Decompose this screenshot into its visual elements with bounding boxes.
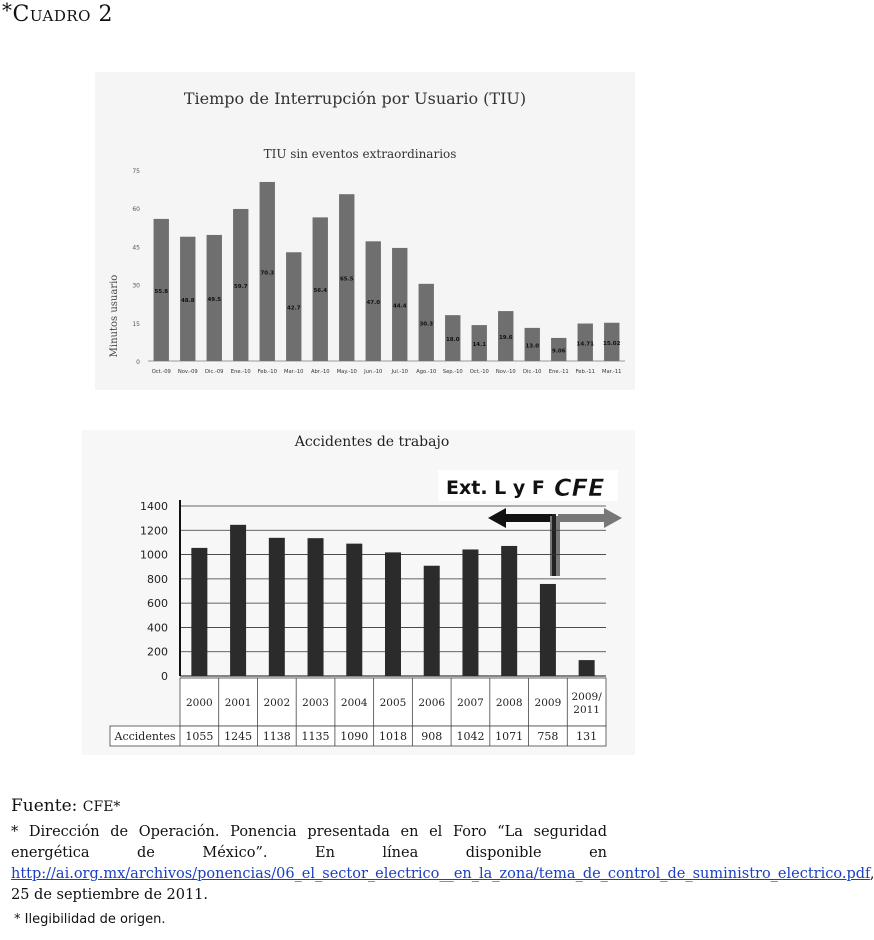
year-label: 2002 [263, 697, 291, 709]
tiu-x-tick: Jul.-10 [391, 369, 408, 375]
accidents-value: 1071 [495, 730, 524, 743]
tiu-x-tick: Nov.-10 [495, 369, 516, 375]
year-label: 2009/ [571, 691, 602, 703]
tiu-x-tick: Nov.-09 [177, 369, 198, 375]
tiu-x-tick: Ene.-10 [230, 369, 251, 375]
accidents-value: 1055 [185, 730, 214, 743]
tiu-data-label: 19.6 [498, 335, 513, 342]
tiu-data-label: 49.5 [207, 296, 222, 303]
accidents-y-tick: 200 [147, 645, 168, 659]
accidents-value: 1018 [379, 730, 407, 743]
accidents-bar [269, 538, 285, 676]
heading-star: * [2, 0, 13, 22]
tiu-x-tick: Oct.-10 [469, 369, 489, 375]
tiu-data-label: 56.4 [313, 288, 328, 295]
tiu-y-tick: 0 [136, 359, 140, 366]
tiu-y-tick: 60 [132, 206, 140, 214]
ext-lyf-label: Ext. L y F [446, 477, 545, 499]
accidents-value: 908 [421, 730, 443, 743]
year-label: 2007 [457, 697, 484, 709]
year-label: 2003 [302, 697, 329, 709]
tiu-x-tick: Ago.-10 [416, 369, 437, 375]
ext-lyf-cfe-badge [438, 470, 618, 502]
tiu-chart-subtitle: TIU sin eventos extraordinarios [263, 147, 457, 161]
tiu-x-tick: Sep.-10 [442, 369, 463, 375]
tiu-data-label: 30.3 [419, 321, 434, 328]
tiu-data-label: 59.7 [233, 283, 248, 290]
accidents-value: 1138 [262, 730, 291, 743]
tiu-x-tick: Ene.-11 [548, 369, 569, 375]
year-label: 2006 [418, 697, 446, 709]
accidents-y-tick: 400 [147, 621, 168, 635]
tiu-chart-title: Tiempo de Interrupción por Usuario (TIU) [183, 89, 527, 108]
tiu-x-tick: Dic.-09 [205, 369, 224, 375]
source-value: CFE* [82, 799, 121, 815]
tiu-data-label: 15.02 [603, 340, 621, 347]
accidents-bar [346, 544, 362, 676]
tiu-data-label: 70.3 [260, 270, 275, 277]
tiu-data-label: 55.8 [154, 288, 169, 295]
year-label: 2005 [379, 697, 407, 709]
tiu-chart [95, 72, 635, 390]
tiu-data-label: 44.4 [392, 303, 407, 310]
year-label: 2009 [534, 697, 562, 709]
tiu-data-label: 13.0 [525, 343, 540, 350]
accidents-row-label: Accidentes [114, 730, 176, 743]
tiu-x-tick: Dic.-10 [523, 369, 542, 375]
source-note [11, 822, 870, 906]
heading-title: Cuadro 2 [12, 2, 113, 27]
tiu-x-tick: Jun.-10 [364, 369, 383, 375]
tiu-data-label: 14.71 [576, 341, 594, 348]
tiu-data-label: 9.06 [551, 348, 566, 355]
tiu-chart-ylabel: Minutos usuario [109, 274, 120, 358]
accidents-chart-title: Accidentes de trabajo [294, 434, 450, 450]
note-text-end: 25 de septiembre de 2011. [11, 887, 209, 903]
tiu-data-label: 47.0 [366, 300, 381, 307]
year-label: 2008 [495, 697, 523, 709]
accidents-value: 758 [537, 730, 559, 743]
source-link[interactable]: http://ai.org.mx/archivos/ponencias/06_el_sector_electrico__en_la_zona/tema_de_control_de_suministro_electrico.pdf [11, 866, 870, 882]
tiu-x-tick: Feb.-11 [575, 369, 595, 375]
tiu-x-tick: Feb.-10 [257, 369, 277, 375]
year-label: 2004 [340, 697, 368, 709]
accidents-bar [540, 584, 556, 676]
accidents-bar [230, 525, 246, 676]
accidents-bar [462, 549, 478, 676]
accidents-y-tick: 1400 [140, 500, 168, 513]
accidents-y-tick: 800 [147, 572, 168, 586]
source-line [11, 796, 120, 816]
tiu-data-label: 48.8 [180, 297, 195, 304]
cfe-logo: CFE [554, 474, 605, 502]
tiu-x-tick: Oct.-09 [151, 369, 171, 375]
accidents-value: 131 [576, 730, 598, 743]
note-text-start: * Dirección de Operación. Ponencia presentada en el Foro “La seguridad energética de México”. En línea disponible en [11, 824, 607, 861]
tiu-y-tick: 45 [132, 244, 140, 252]
tiu-data-label: 14.1 [472, 342, 487, 349]
tiu-y-tick: 15 [132, 320, 140, 328]
accidents-bar [424, 566, 440, 676]
accidents-bar [308, 538, 324, 676]
illegibility-note: * Ilegibilidad de origen. [14, 912, 166, 927]
accidents-bar [191, 548, 207, 676]
accidents-bar [385, 552, 401, 676]
tiu-x-tick: May.-10 [336, 369, 357, 375]
accidents-bar [579, 660, 595, 676]
tiu-x-tick: Abr.-10 [310, 369, 330, 375]
accidents-value: 1245 [224, 730, 253, 743]
tiu-x-tick: Mar.-11 [602, 369, 622, 375]
accidents-value: 1042 [456, 730, 485, 743]
tiu-data-label: 42.7 [286, 305, 301, 312]
figure-heading [2, 2, 113, 27]
tiu-y-tick: 30 [132, 282, 140, 290]
year-label: 2011 [573, 704, 601, 716]
year-label: 2000 [185, 697, 213, 709]
source-label: Fuente: [11, 796, 78, 816]
tiu-data-label: 18.0 [445, 337, 460, 344]
tiu-data-label: 65.5 [339, 276, 354, 283]
accidents-bar [501, 546, 517, 676]
accidents-y-tick: 0 [161, 670, 168, 683]
tiu-y-tick: 75 [132, 168, 140, 175]
accidents-y-tick: 1000 [140, 548, 168, 562]
accidents-value: 1090 [340, 730, 369, 743]
accidents-chart [82, 430, 635, 755]
accidents-value: 1135 [301, 730, 330, 743]
tiu-x-tick: Mar.-10 [284, 369, 304, 375]
accidents-y-tick: 600 [147, 597, 168, 611]
accidents-y-tick: 1200 [140, 524, 168, 538]
year-label: 2001 [224, 697, 252, 709]
